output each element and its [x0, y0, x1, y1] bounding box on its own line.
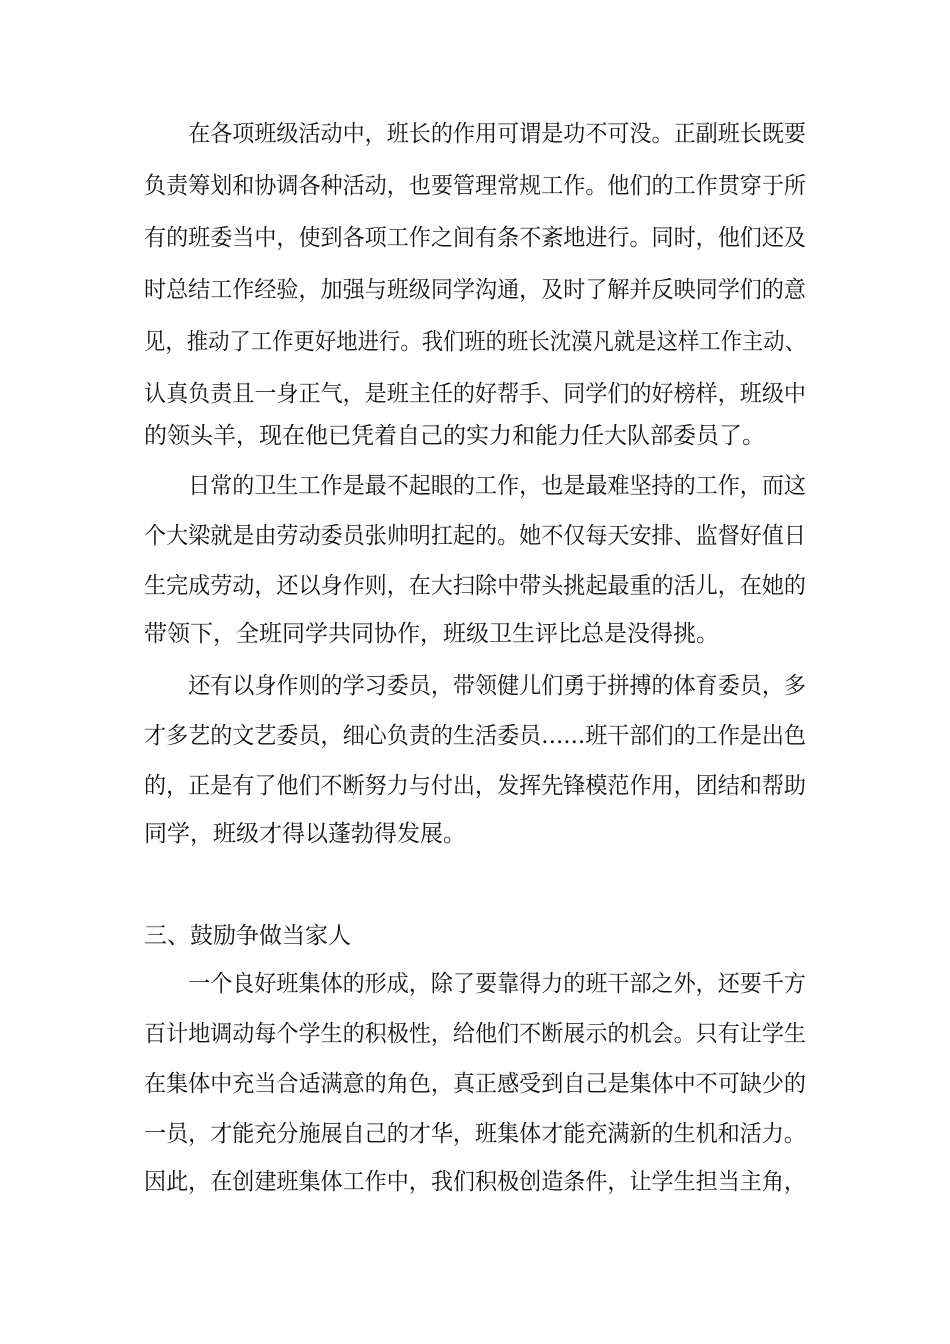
text-line: 有的班委当中，使到各项工作之间有条不紊地进行。同时，他们还及: [144, 225, 806, 251]
text-line: 个大梁就是由劳动委员张帅明扛起的。她不仅每天安排、监督好值日: [144, 523, 806, 549]
text-line: 因此，在创建班集体工作中，我们积极创造条件，让学生担当主角，: [144, 1169, 806, 1195]
text-line: 生完成劳动，还以身作则，在大扫除中带头挑起最重的活儿，在她的: [144, 573, 806, 599]
text-line: 才多艺的文艺委员，细心负责的生活委员……班干部们的工作是出色: [144, 723, 806, 749]
text-line: 的领头羊，现在他已凭着自己的实力和能力任大队部委员了。: [144, 423, 765, 449]
text-line: 日常的卫生工作是最不起眼的工作，也是最难坚持的工作，而这: [144, 473, 806, 499]
text-line: 在集体中充当合适满意的角色，真正感受到自己是集体中不可缺少的: [144, 1071, 806, 1097]
text-line: 的，正是有了他们不断努力与付出，发挥先锋模范作用，团结和帮助: [144, 773, 806, 799]
text-line: 在各项班级活动中，班长的作用可谓是功不可没。正副班长既要: [144, 121, 806, 147]
text-line: 认真负责且一身正气，是班主任的好帮手、同学们的好榜样，班级中: [144, 381, 806, 407]
text-line: 同学，班级才得以蓬勃得发展。: [144, 821, 466, 847]
text-line: 一个良好班集体的形成，除了要靠得力的班干部之外，还要千方: [144, 971, 806, 997]
text-line: 带领下，全班同学共同协作，班级卫生评比总是没得挑。: [144, 621, 719, 647]
text-line: 时总结工作经验，加强与班级同学沟通，及时了解并反映同学们的意: [144, 277, 806, 303]
section-heading: 三、鼓励争做当家人: [144, 923, 351, 949]
text-line: 见，推动了工作更好地进行。我们班的班长沈漠凡就是这样工作主动、: [144, 329, 806, 355]
text-line: 还有以身作则的学习委员，带领健儿们勇于拼搏的体育委员，多: [144, 673, 806, 699]
text-line: 一员，才能充分施展自己的才华，班集体才能充满新的生机和活力。: [144, 1121, 806, 1147]
text-line: 负责筹划和协调各种活动，也要管理常规工作。他们的工作贯穿于所: [144, 173, 806, 199]
text-line: 百计地调动每个学生的积极性，给他们不断展示的机会。只有让学生: [144, 1021, 806, 1047]
